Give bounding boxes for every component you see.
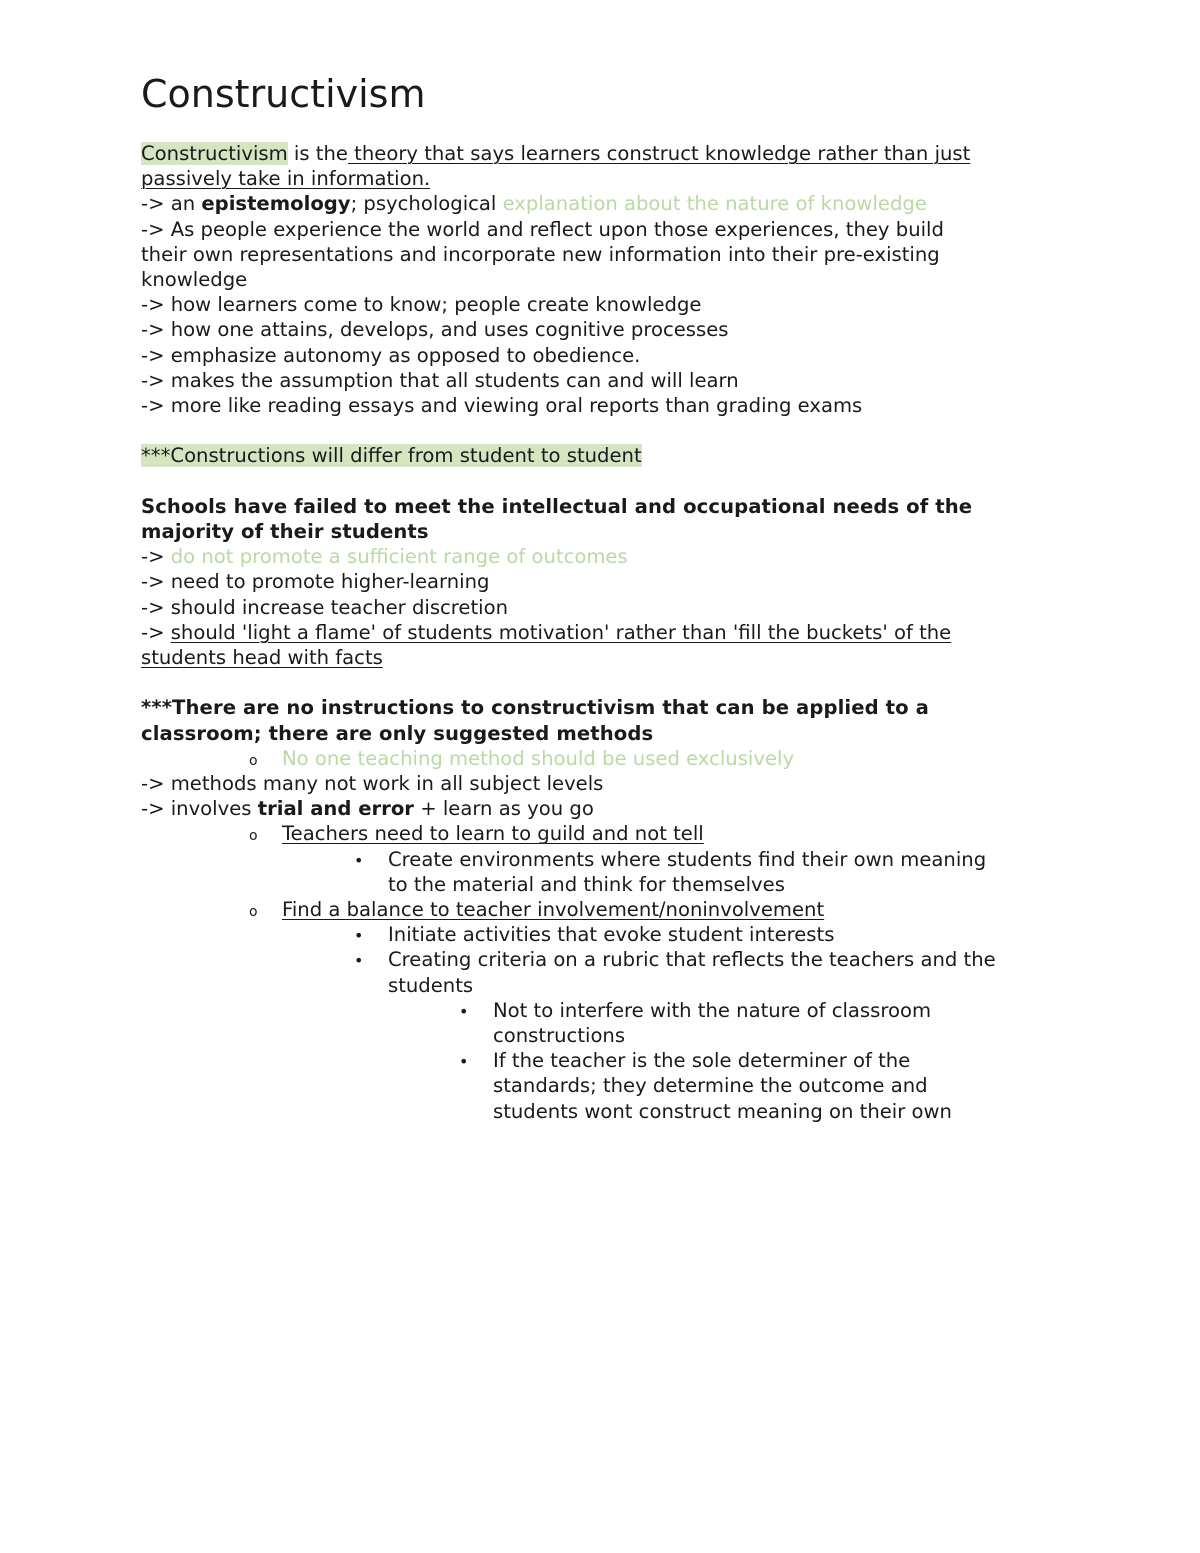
arrow-prefix: -> an	[141, 192, 202, 216]
document-title: Constructivism	[141, 72, 426, 116]
green-explanation: explanation about the nature of knowledge	[502, 192, 927, 216]
definition-text-cont: passively take in information.	[141, 167, 431, 191]
bullet-item	[141, 746, 1071, 771]
sub-bullet-item	[141, 947, 1071, 972]
sub-sub-bullet-cont: constructions	[493, 1024, 626, 1048]
epistemology-line	[141, 191, 1071, 216]
circle-bullet-icon: o	[249, 752, 258, 769]
instructions-heading: ***There are no instructions to constructivism that can be applied to a	[141, 696, 929, 720]
dot-bullet-icon: •	[354, 850, 364, 870]
document-body	[141, 141, 1071, 1124]
sub-bullet-text: Initiate activities that evoke student interests	[388, 923, 835, 947]
circle-bullet-icon: o	[249, 904, 258, 921]
sub-sub-bullet-cont: students wont construct meaning on their own	[493, 1099, 952, 1123]
arrow-line: -> how learners come to know; people create knowledge	[141, 293, 702, 317]
sub-bullet-cont: to the material and think for themselves	[388, 872, 785, 896]
instructions-heading-line-2	[141, 721, 1071, 746]
spacer	[141, 469, 1071, 494]
schools-heading-cont: majority of their students	[141, 520, 429, 544]
trial-suffix: + learn as you go	[413, 797, 594, 821]
methods-line: -> methods many not work in all subject levels	[141, 772, 604, 796]
definition-line-1	[141, 141, 1071, 166]
arrow-prefix: ->	[141, 545, 171, 569]
arrow-line: -> more like reading essays and viewing oral reports than grading exams	[141, 394, 863, 418]
sub-bullet-text: Create environments where students find their own meaning	[388, 847, 987, 871]
highlighted-term: Constructivism	[141, 142, 288, 165]
experience-line-3: knowledge	[141, 268, 248, 292]
guide-text: Teachers need to learn to guild and not tell	[282, 822, 704, 846]
discretion-line: -> should increase teacher discretion	[141, 595, 509, 619]
dot-bullet-icon: •	[354, 951, 364, 971]
arrow-line: -> makes the assumption that all students can and will learn	[141, 368, 739, 392]
circle-bullet-icon: o	[249, 828, 258, 845]
outcomes-line	[141, 544, 1071, 569]
balance-text: Find a balance to teacher involvement/noninvolvement	[282, 898, 825, 922]
green-outcomes: do not promote a sufficient range of outcomes	[170, 545, 628, 569]
spacer	[141, 418, 1071, 443]
is-the-text: is the	[287, 142, 348, 165]
schools-heading-line-2	[141, 519, 1071, 544]
dot-bullet-icon: •	[354, 926, 364, 946]
flame-line-1	[141, 620, 1071, 645]
sub-bullet-cont: students	[388, 973, 474, 997]
sub-sub-bullet-item	[141, 998, 1071, 1023]
spacer	[141, 670, 1071, 695]
psychological-text: ; psychological	[350, 192, 503, 216]
higher-learning-line: -> need to promote higher-learning	[141, 570, 490, 594]
epistemology-term: epistemology	[201, 192, 351, 216]
definition-text: theory that says learners construct knowledge rather than just	[347, 142, 971, 165]
sub-sub-bullet-text: If the teacher is the sole determiner of the	[493, 1049, 911, 1073]
flame-text: should 'light a flame' of students motivation' rather than 'fill the buckets' of the	[170, 620, 952, 644]
experience-line-1: -> As people experience the world and reflect upon those experiences, they build	[141, 217, 944, 241]
flame-text-cont: students head with facts	[141, 646, 383, 670]
sub-sub-bullet-cont: standards; they determine the outcome and	[493, 1074, 928, 1098]
sub-sub-bullet-text: Not to interfere with the nature of classroom	[493, 998, 932, 1022]
sub-bullet-item	[141, 922, 1071, 947]
sub-sub-bullet-item	[141, 1048, 1071, 1073]
highlight-note: ***Constructions will differ from student to student	[141, 444, 642, 468]
flame-line-2	[141, 645, 1071, 670]
highlight-note-line	[141, 443, 1071, 468]
arrow-prefix: ->	[141, 620, 171, 644]
experience-line-2: their own representations and incorporate new information into their pre-existing	[141, 242, 940, 266]
dot-bullet-icon: •	[459, 1001, 469, 1021]
arrow-line: -> emphasize autonomy as opposed to obedience.	[141, 343, 641, 367]
definition-line-2	[141, 166, 1071, 191]
instructions-heading-line-1	[141, 695, 1071, 720]
sub-bullet-item	[141, 847, 1071, 872]
arrow-prefix: -> involves	[141, 797, 258, 821]
schools-heading-line-1	[141, 494, 1071, 519]
sub-bullet-text: Creating criteria on a rubric that reflects the teachers and the	[388, 948, 996, 972]
dot-bullet-icon: •	[459, 1052, 469, 1072]
green-bullet-text: No one teaching method should be used exclusively	[282, 746, 795, 770]
trial-line	[141, 796, 1071, 821]
instructions-heading-cont: classroom; there are only suggested methods	[141, 721, 654, 745]
schools-heading: Schools have failed to meet the intellectual and occupational needs of the	[141, 494, 973, 518]
trial-and-error: trial and error	[257, 797, 414, 821]
bullet-item	[141, 897, 1071, 922]
bullet-item	[141, 821, 1071, 846]
arrow-line: -> how one attains, develops, and uses cognitive processes	[141, 318, 729, 342]
